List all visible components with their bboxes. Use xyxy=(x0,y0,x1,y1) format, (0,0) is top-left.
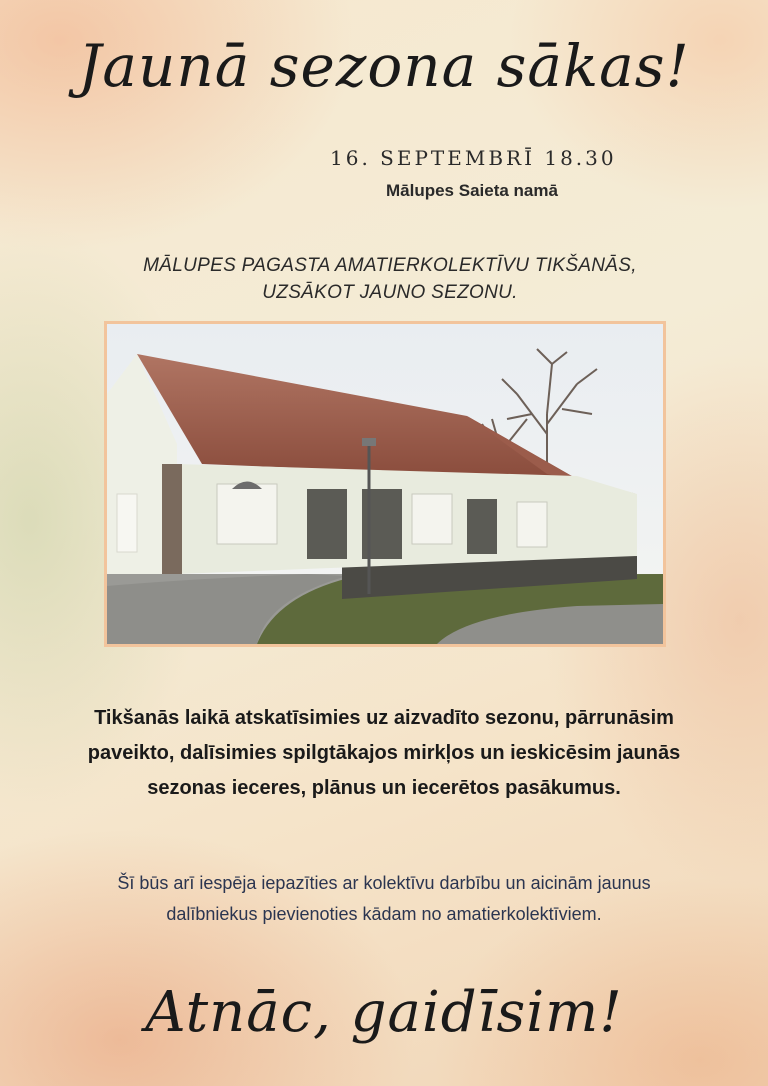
event-venue: Mālupes Saieta namā xyxy=(386,181,558,200)
building-illustration xyxy=(107,324,663,644)
event-date-time: 16. SEPTEMBRĪ 18.30 xyxy=(330,146,617,170)
event-intro xyxy=(100,252,680,306)
intro-line: MĀLUPES PAGASTA AMATIERKOLEKTĪVU TIKŠANĀS, xyxy=(143,255,637,276)
poster-title: Jaunā sezona sākas! xyxy=(78,32,690,100)
intro-line: UZSĀKOT JAUNO SEZONU. xyxy=(262,282,518,303)
description-paragraph: Tikšanās laikā atskatīsimies uz aizvadīto sezonu, pārrunāsim paveikto, dalīsimies spilgtākajos mirkļos un ieskicēsim jaunās sezonas ieceres, plānus un iecerētos pasākumus. xyxy=(87,707,681,799)
closing-slogan: Atnāc, gaidīsim! xyxy=(145,980,623,1045)
invitation-paragraph: Šī būs arī iespēja iepazīties ar kolektīvu darbību un aicinām jaunus dalībniekus pievienoties kādam no amatierkolektīviem. xyxy=(117,873,651,924)
building-photo xyxy=(104,321,666,647)
